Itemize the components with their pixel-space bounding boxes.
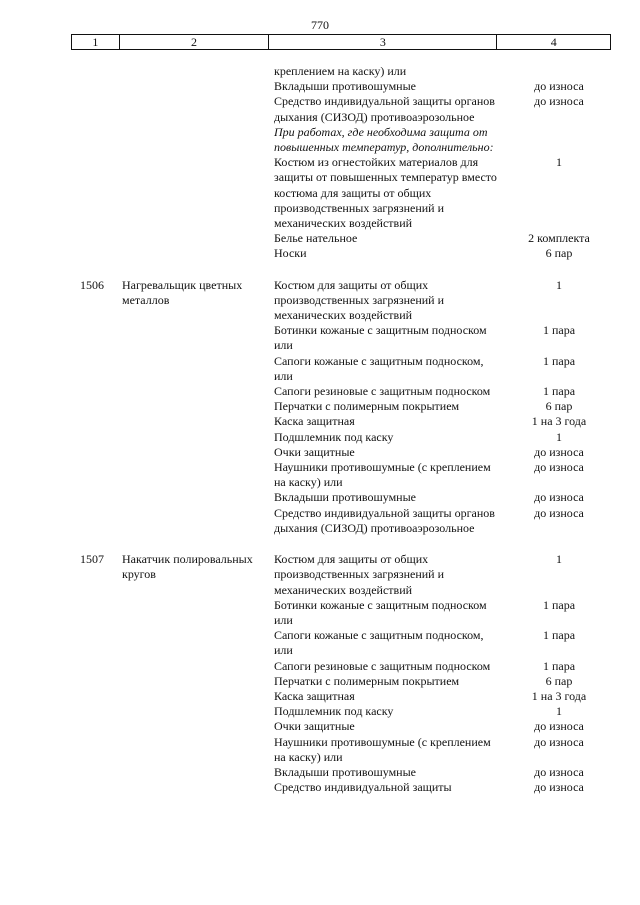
- issue-norm: до износа: [534, 764, 584, 779]
- issue-norm: 1 пара: [542, 658, 576, 673]
- table-row: [0, 64, 640, 79]
- issue-norm: 2 комплекта: [528, 231, 590, 246]
- ppe-item: Средство индивидуальной защиты органов дыхания (СИЗОД) противоаэрозольное: [274, 94, 495, 124]
- header-col-2: 2: [119, 35, 268, 49]
- issue-norm: 1 пара: [542, 384, 576, 399]
- issue-norm: 6 пар: [545, 246, 573, 261]
- ppe-item: Очки защитные: [274, 719, 355, 734]
- issue-norm: до износа: [534, 79, 584, 94]
- table-row: [0, 231, 640, 246]
- issue-norm: 1: [556, 277, 562, 292]
- continuation-group: [0, 64, 640, 262]
- table-body: [0, 64, 640, 795]
- table-row: [0, 460, 640, 490]
- issue-norm: 1 пара: [542, 323, 576, 338]
- ppe-item: Ботинки кожаные с защитным подноском или: [274, 597, 487, 627]
- table-row: [0, 735, 640, 765]
- table-row: [0, 445, 640, 460]
- profession-name: Накатчик полировальных кругов: [122, 552, 253, 582]
- ppe-item: Сапоги кожаные с защитным подноском, или: [274, 628, 484, 658]
- ppe-item: Перчатки с полимерным покрытием: [274, 399, 460, 414]
- table-row: [0, 719, 640, 734]
- table-row: [0, 79, 640, 94]
- issue-norm: 1 пара: [542, 628, 576, 643]
- table-row: [0, 384, 640, 399]
- issue-norm: до износа: [534, 460, 584, 475]
- table-row: [0, 354, 640, 384]
- issue-norm: 1: [556, 155, 562, 170]
- ppe-item: Каска защитная: [274, 414, 355, 429]
- table-row: [0, 704, 640, 719]
- issue-norm: 1 пара: [542, 597, 576, 612]
- header-col-1: 1: [92, 35, 99, 49]
- issue-norm: до износа: [534, 490, 584, 505]
- ppe-item: Перчатки с полимерным покрытием: [274, 673, 460, 688]
- table-row: [0, 689, 640, 704]
- ppe-item: Наушники противошумные (с креплением на каску) или: [274, 734, 491, 764]
- table-row: [0, 246, 640, 261]
- ppe-item: Вкладыши противошумные: [274, 79, 416, 94]
- ppe-item: Белье нательное: [274, 231, 358, 246]
- issue-norm: 6 пар: [545, 399, 573, 414]
- ppe-item: Наушники противошумные (с креплением на каску) или: [274, 460, 491, 490]
- issue-norm: до износа: [534, 734, 584, 749]
- table-row: [0, 155, 640, 231]
- table-row: [0, 490, 640, 505]
- page-number: 770: [311, 18, 329, 32]
- ppe-item: Подшлемник под каску: [274, 704, 394, 719]
- issue-norm: 1 пара: [542, 353, 576, 368]
- table-row: [0, 399, 640, 414]
- issue-norm: 1: [556, 429, 562, 444]
- table-row: [0, 674, 640, 689]
- ppe-item: Сапоги резиновые с защитным подноском: [274, 658, 491, 673]
- table-row: [0, 765, 640, 780]
- issue-norm: до износа: [534, 719, 584, 734]
- ppe-item: Очки защитные: [274, 444, 355, 459]
- issue-norm: 1: [556, 552, 562, 567]
- entry-number: 1506: [80, 277, 104, 292]
- table-row: [0, 414, 640, 429]
- header-col-3: 3: [268, 35, 496, 49]
- issue-norm: 6 пар: [545, 673, 573, 688]
- ppe-item: Каска защитная: [274, 688, 355, 703]
- issue-norm: до износа: [534, 780, 584, 795]
- entry-1506: [0, 278, 640, 536]
- table-row: [0, 125, 640, 155]
- table-row: [0, 430, 640, 445]
- ppe-item: Вкладыши противошумные: [274, 490, 416, 505]
- entry-number: 1507: [80, 552, 104, 567]
- table-row: [0, 278, 640, 324]
- ppe-item: Вкладыши противошумные: [274, 764, 416, 779]
- issue-norm: 1: [556, 704, 562, 719]
- issue-norm: до износа: [534, 505, 584, 520]
- ppe-item: Костюм для защиты от общих производственных загрязнений и механических воздействий: [274, 277, 445, 323]
- ppe-item: Костюм для защиты от общих производственных загрязнений и механических воздействий: [274, 552, 445, 597]
- ppe-item: креплением на каску) или: [274, 64, 407, 78]
- table-row: [0, 598, 640, 628]
- table-row: [0, 780, 640, 795]
- ppe-item: Носки: [274, 246, 307, 261]
- table-row: [0, 94, 640, 124]
- table-row: [0, 659, 640, 674]
- issue-norm: до износа: [534, 94, 584, 109]
- table-header: [71, 34, 611, 50]
- table-row: [0, 506, 640, 536]
- issue-norm: 1 на 3 года: [531, 414, 587, 429]
- ppe-item: Сапоги резиновые с защитным подноском: [274, 384, 491, 399]
- ppe-item: Подшлемник под каску: [274, 429, 394, 444]
- ppe-item: Средство индивидуальной защиты: [274, 780, 452, 795]
- ppe-item: Ботинки кожаные с защитным подноском или: [274, 323, 487, 353]
- table-row: [0, 628, 640, 658]
- issue-norm: 1 на 3 года: [531, 688, 587, 703]
- ppe-item: При работах, где необходима защита от повышенных температур, дополнительно:: [274, 124, 494, 155]
- table-row: [0, 552, 640, 598]
- ppe-item: Сапоги кожаные с защитным подноском, или: [274, 353, 484, 383]
- header-col-4: 4: [496, 35, 610, 49]
- ppe-item: Средство индивидуальной защиты органов дыхания (СИЗОД) противоаэрозольное: [274, 505, 495, 535]
- issue-norm: до износа: [534, 444, 584, 459]
- table-row: [0, 323, 640, 353]
- entry-1507: [0, 552, 640, 795]
- profession-name: Нагревальщик цветных металлов: [122, 277, 243, 307]
- ppe-item: Костюм из огнестойких материалов для защиты от повышенных температур вместо костюма для защиты от общих производственных загрязнений и механических воздействий: [274, 155, 497, 231]
